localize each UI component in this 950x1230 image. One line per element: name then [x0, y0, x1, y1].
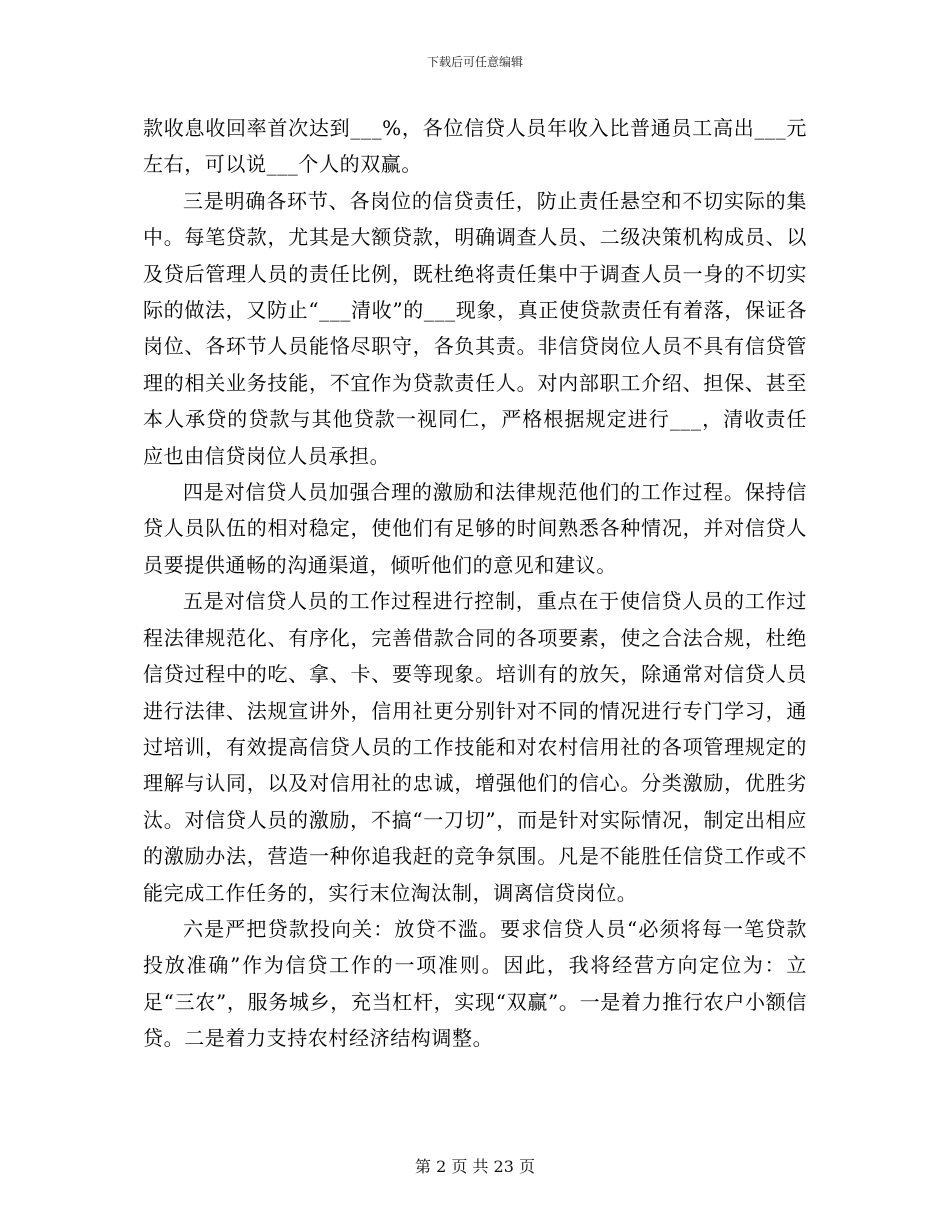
page-number: 第 2 页 共 23 页	[415, 1157, 535, 1176]
page-header: 下载后可任意编辑	[426, 55, 523, 69]
paragraph-three: 三是明确各环节、各岗位的信贷责任，防止责任悬空和不切实际的集中。每笔贷款，尤其是大额贷款，明确调查人员、二级决策机构成员、以及贷后管理人员的责任比例，既杜绝将责任集中于调查人员一身的不切实际的做法，又防止“___清收”的___现象，真正使贷款责任有着落，保证各岗位、各环节人员能恪尽职守，各负其责。非信贷岗位人员不具有信贷管理的相关业务技能，不宜作为贷款责任人。对内部职工介绍、担保、甚至本人承贷的贷款与其他贷款一视同仁，严格根据规定进行___，清收责任应也由信贷岗位人员承担。	[143, 188, 807, 468]
paragraph-four: 四是对信贷人员加强合理的激励和法律规范他们的工作过程。保持信贷人员队伍的相对稳定，使他们有足够的时间熟悉各种情况，并对信贷人员要提供通畅的沟通渠道，倾听他们的意见和建议。	[143, 480, 807, 577]
paragraph-continued: 款收息收回率首次达到___%，各位信贷人员年收入比普通员工高出___元左右，可以说___个人的双赢。	[143, 116, 807, 177]
document-body	[143, 110, 807, 1057]
paragraph-six: 六是严把贷款投向关：放贷不滥。要求信贷人员“必须将每一笔贷款投放准确”作为信贷工作的一项准则。因此，我将经营方向定位为：立足“三农”，服务城乡，充当杠杆，实现“双赢”。一是着力推行农户小额信贷。二是着力支持农村经济结构调整。	[143, 916, 807, 1051]
paragraph-five: 五是对信贷人员的工作过程进行控制，重点在于使信贷人员的工作过程法律规范化、有序化，完善借款合同的各项要素，使之合法合规，杜绝信贷过程中的吃、拿、卡、要等现象。培训有的放矢，除通常对信贷人员进行法律、法规宣讲外，信用社更分别针对不同的情况进行专门学习，通过培训，有效提高信贷人员的工作技能和对农村信用社的各项管理规定的理解与认同，以及对信用社的忠诚，增强他们的信心。分类激励，优胜劣汰。对信贷人员的激励，不搞“一刀切”，而是针对实际情况，制定出相应的激励办法，营造一种你追我赶的竞争氛围。凡是不能胜任信贷工作或不能完成工作任务的，实行末位淘汰制，调离信贷岗位。	[143, 589, 807, 905]
